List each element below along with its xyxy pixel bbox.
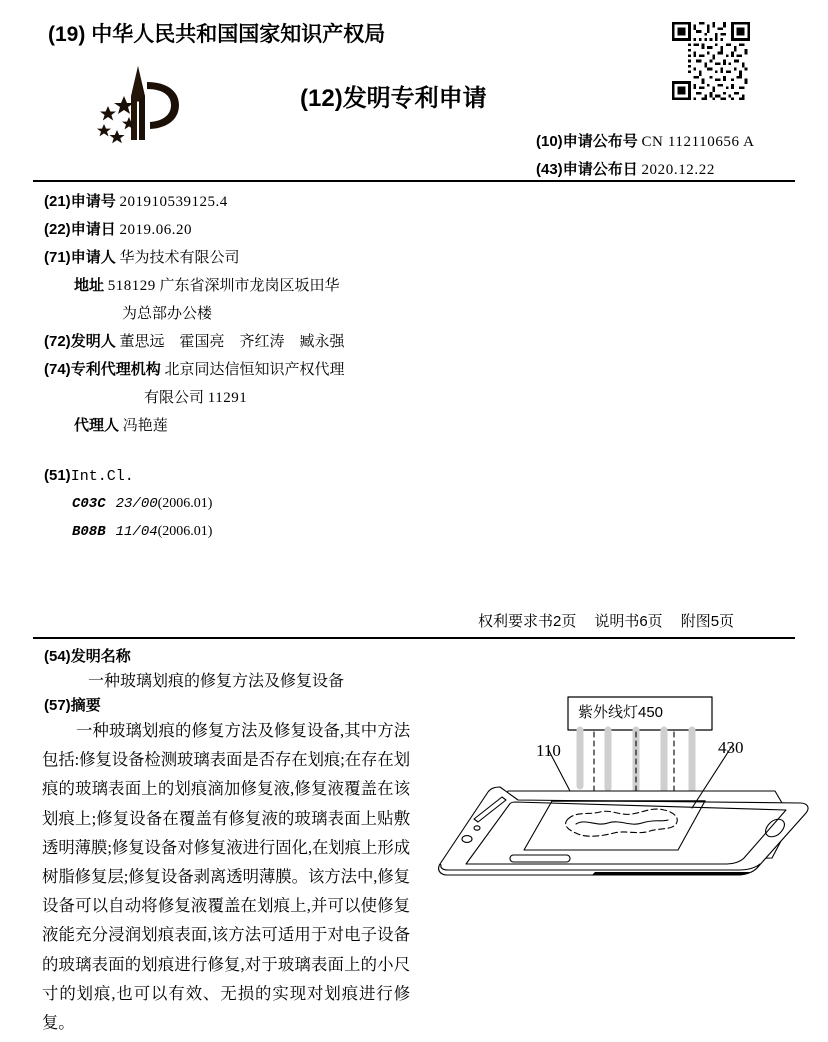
publication-date-label: 申请公布日 bbox=[562, 161, 638, 178]
office-name: 中华人民共和国国家知识产权局 bbox=[91, 23, 386, 46]
agent-value: 冯艳莲 bbox=[122, 418, 168, 434]
ipc-label: Int.Cl. bbox=[70, 468, 134, 485]
ipc-entry bbox=[44, 518, 212, 546]
ipc-symbol: B08B bbox=[72, 524, 106, 540]
figure-reference-110: 110 bbox=[536, 741, 561, 760]
ipc-header-row bbox=[44, 462, 212, 490]
agent-row bbox=[44, 412, 464, 440]
application-number-code: (21) bbox=[44, 193, 71, 210]
claims-page-count: 权利要求书2页 bbox=[478, 613, 577, 630]
uv-lamp-label: 紫外线灯450 bbox=[578, 704, 664, 721]
address-line-1: 广东省深圳市龙岗区坂田华 bbox=[159, 278, 340, 294]
address-row bbox=[44, 272, 464, 300]
publication-number-code: (10) bbox=[536, 133, 563, 150]
invention-title-heading bbox=[44, 645, 131, 666]
kind-name: 发明专利申请 bbox=[342, 85, 487, 112]
publication-date-value: 2020.12.22 bbox=[641, 162, 715, 178]
publication-date-row bbox=[536, 158, 715, 179]
drawings-page-count: 附图5页 bbox=[680, 613, 735, 630]
qr-code bbox=[672, 22, 750, 100]
abstract-text: 一种玻璃划痕的修复方法及修复设备,其中方法包括:修复设备检测玻璃表面是否存在划痕;在存在划痕的玻璃表面上的划痕滴加修复液,修复液覆盖在该划痕上;修复设备在覆盖有修复液的玻璃表面上贴敷透明薄膜;修复设备对修复液进行固化,在划痕上形成树脂修复层;修复设备剥离透明薄膜。该方法中,修复设备可以自动将修复液覆盖在划痕上,并可以使修复液能充分浸润划痕表面,该方法可适用于对电子设备的玻璃表面的划痕进行修复,对于玻璃表面上的小尺寸的划痕,也可以有效、无损的实现对划痕进行修复。 bbox=[42, 721, 410, 1033]
publication-number-row bbox=[536, 130, 755, 151]
agency-label: 专利代理机构 bbox=[70, 361, 161, 378]
bibliographic-block bbox=[44, 188, 464, 440]
applicant-row bbox=[44, 244, 464, 272]
invention-title-code: (54) bbox=[44, 648, 71, 665]
header-divider bbox=[33, 180, 795, 182]
abstract-divider bbox=[33, 637, 795, 639]
applicant-label: 申请人 bbox=[70, 249, 116, 266]
page-counts-line bbox=[478, 610, 752, 631]
application-number-value: 201910539125.4 bbox=[119, 194, 228, 210]
abstract-code: (57) bbox=[44, 697, 71, 714]
publication-number-label: 申请公布号 bbox=[562, 133, 638, 150]
publication-date-code: (43) bbox=[536, 161, 563, 178]
filing-date-code: (22) bbox=[44, 221, 71, 238]
document-kind-title bbox=[300, 78, 487, 113]
filing-date-row bbox=[44, 216, 464, 244]
publication-number-value: CN 112110656 A bbox=[641, 134, 755, 150]
agency-row-continued bbox=[44, 384, 464, 412]
abstract-figure bbox=[420, 688, 812, 920]
figure-reference-430: 430 bbox=[718, 738, 744, 757]
ipc-group: 11/04 bbox=[115, 524, 158, 540]
filing-date-value: 2019.06.20 bbox=[119, 222, 192, 238]
agent-label: 代理人 bbox=[74, 417, 120, 434]
agency-line-2: 有限公司 bbox=[144, 390, 205, 406]
applicant-value: 华为技术有限公司 bbox=[119, 250, 240, 266]
address-line-2: 为总部办公楼 bbox=[122, 306, 213, 322]
kind-code: (12) bbox=[300, 85, 343, 112]
agency-code-number: 11291 bbox=[207, 390, 248, 406]
application-number-label: 申请号 bbox=[70, 193, 116, 210]
filing-date-label: 申请日 bbox=[70, 221, 116, 238]
address-label: 地址 bbox=[74, 277, 105, 294]
address-postcode: 518129 bbox=[107, 278, 156, 294]
application-number-row bbox=[44, 188, 464, 216]
ipc-version: (2006.01) bbox=[157, 524, 213, 539]
address-row-continued bbox=[44, 300, 464, 328]
ipc-code: (51) bbox=[44, 467, 71, 484]
description-page-count: 说明书6页 bbox=[594, 613, 663, 630]
ipc-version: (2006.01) bbox=[157, 496, 213, 511]
invention-title: 一种玻璃划痕的修复方法及修复设备 bbox=[88, 673, 345, 690]
agency-row bbox=[44, 356, 464, 384]
agency-line-1: 北京同达信恒知识产权代理 bbox=[164, 362, 345, 378]
inventors-label: 发明人 bbox=[70, 333, 116, 350]
abstract-heading bbox=[44, 694, 101, 715]
inventors-code: (72) bbox=[44, 333, 71, 350]
ipc-group: 23/00 bbox=[115, 496, 158, 512]
ipc-symbol: C03C bbox=[72, 496, 106, 512]
issuing-office-line bbox=[48, 18, 385, 48]
abstract-label: 摘要 bbox=[70, 697, 101, 714]
inventors-row bbox=[44, 328, 464, 356]
ipc-block bbox=[44, 462, 212, 546]
ipc-entry bbox=[44, 490, 212, 518]
cnipa-emblem-icon bbox=[84, 62, 196, 144]
applicant-code: (71) bbox=[44, 249, 71, 266]
agency-code: (74) bbox=[44, 361, 71, 378]
office-code: (19) bbox=[48, 23, 86, 46]
inventors-value: 董思远 霍国亮 齐红涛 臧永强 bbox=[119, 334, 345, 350]
invention-title-label: 发明名称 bbox=[70, 648, 131, 665]
